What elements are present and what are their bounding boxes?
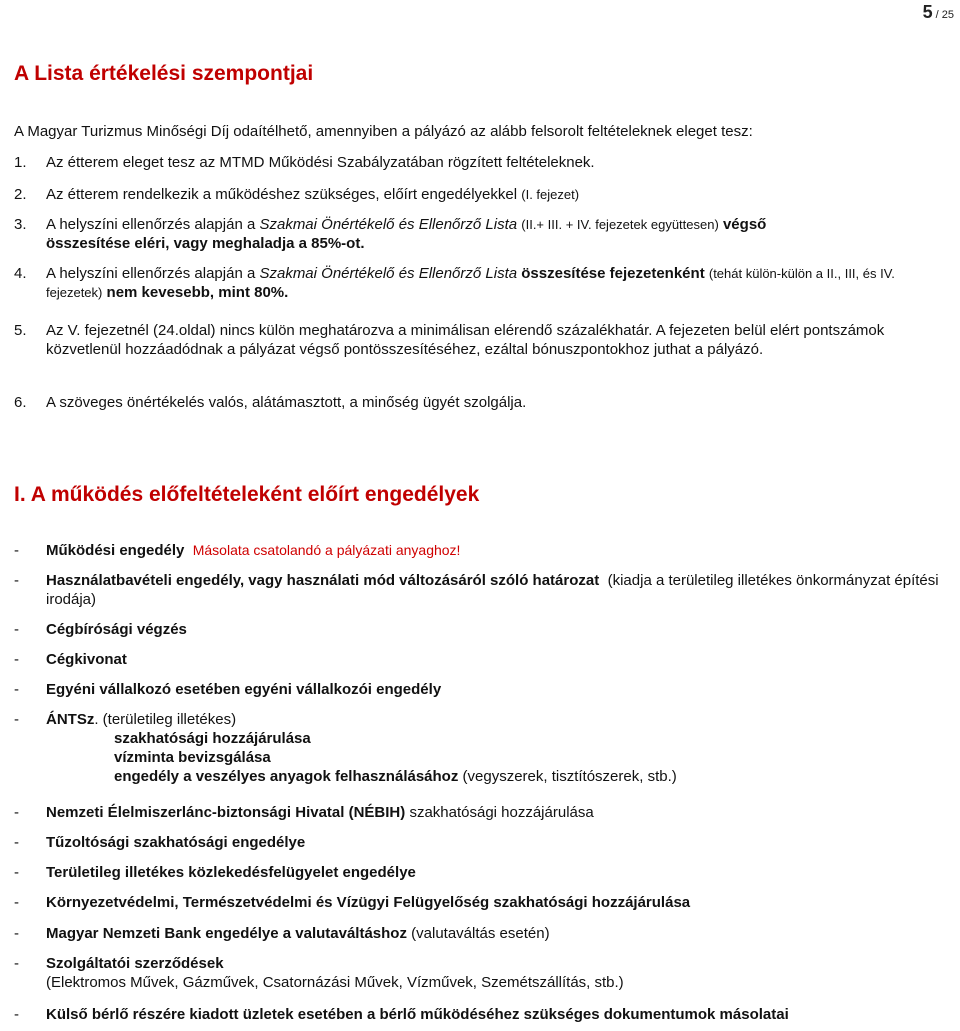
list-item: [14, 153, 934, 172]
sub-item: szakhatósági hozzájárulása: [114, 730, 311, 747]
item-bold: összesítése eléri, vagy meghaladja a 85%-ot.: [46, 235, 365, 252]
page-current: 5: [922, 2, 933, 22]
intro-text: A Magyar Turizmus Minőségi Díj odaítélhető, amennyiben a pályázó az alább felsorolt feltételeknek eleget tesz:: [14, 123, 753, 140]
list-item: - Nemzeti Élelmiszerlánc-biztonsági Hivatal (NÉBIH) szakhatósági hozzájárulása: [14, 804, 594, 821]
item-bold: Használatbavételi engedély, vagy használati mód változásáról szóló határozat: [46, 572, 600, 589]
list-item: - Környezetvédelmi, Természetvédelmi és Vízügyi Felügyelőség szakhatósági hozzájárulása: [14, 893, 939, 912]
item-bold: Cégbírósági végzés: [46, 621, 187, 638]
list-item: - ÁNTSz. (területileg illetékes) szakhatósági hozzájárulása vízminta bevizsgálása engedély a veszélyes anyagok felhasználásához (vegyszerek, tisztítószerek, stb.): [14, 710, 939, 786]
item-bold: összesítése fejezetenként: [521, 265, 705, 282]
item-bold: Külső bérlő részére kiadott üzletek esetében a bérlő működéséhez szükséges dokumentumok másolatai: [46, 1006, 789, 1023]
item-text: (kiadja a területileg illetékes önkormányzat építési irodája): [46, 572, 939, 608]
list-item: - Használatbavételi engedély, vagy használati mód változásáról szóló határozat (kiadja a területileg illetékes önkormányzat építési irodája): [14, 572, 939, 608]
list-item: [14, 393, 934, 412]
item-bold: Tűzoltósági szakhatósági engedélye: [46, 834, 306, 851]
list-item: - Egyéni vállalkozó esetében egyéni vállalkozói engedély: [14, 680, 939, 699]
item-number: 1.: [14, 154, 27, 171]
page-total: / 25: [935, 9, 954, 21]
item-number: 3.: [14, 216, 27, 233]
item-bold: nem kevesebb, mint 80%.: [106, 284, 289, 301]
item-bold: Cégkivonat: [46, 651, 127, 668]
item-bold: ÁNTSz: [46, 711, 95, 728]
item-text: Az étterem rendelkezik a működéshez szükséges, előírt engedélyekkel: [46, 186, 518, 203]
list-item: - Működési engedély Másolata csatolandó a pályázati anyaghoz!: [14, 542, 461, 559]
item-number: 5.: [14, 322, 27, 339]
item-note: (II.+ III. + IV. fejezetek együttesen): [521, 217, 719, 232]
item-text: (Elektromos Művek, Gázművek, Csatornázási Művek, Vízművek, Szemétszállítás, stb.): [46, 974, 624, 991]
item-bold: végső: [722, 216, 767, 233]
item-text: A helyszíni ellenőrzés alapján a: [46, 216, 256, 233]
item-number: 4.: [14, 265, 27, 282]
item-bold: Környezetvédelmi, Természetvédelmi és Vízügyi Felügyelőség szakhatósági hozzájárulása: [46, 894, 691, 911]
item-text: Az V. fejezetnél (24.oldal) nincs külön meghatározva a minimálisan elérendő százalékhatár. A fejezeten belül elért pontszámok közvetlenül hozzáadódnak a pályázat végső pontösszesítéséhez, ezáltal bónuszpontokhoz juthat a pályázó.: [46, 322, 885, 358]
item-note: (tehát külön-külön a II., III, és IV. fejezetek): [46, 266, 895, 300]
section-title: A Lista értékelési szempontjai: [14, 62, 314, 85]
sub-item: engedély a veszélyes anyagok felhasználásához: [114, 768, 459, 785]
item-number: 2.: [14, 186, 27, 203]
item-text: szakhatósági hozzájárulása: [409, 804, 594, 821]
section-title: I. A működés előfeltételeként előírt engedélyek: [14, 483, 480, 506]
item-bold: Működési engedély: [46, 542, 185, 559]
item-bold: Nemzeti Élelmiszerlánc-biztonsági Hivatal (NÉBIH): [46, 804, 406, 821]
item-bold: Szolgáltatói szerződések: [46, 955, 224, 972]
list-item: [14, 321, 934, 359]
list-item: [14, 185, 934, 204]
warning-text: Másolata csatolandó a pályázati anyaghoz!: [192, 542, 461, 558]
item-text: . (területileg illetékes): [94, 711, 237, 728]
list-item: - Területileg illetékes közlekedésfelügyelet engedélye: [14, 863, 939, 882]
item-bold: Egyéni vállalkozó esetében egyéni vállalkozói engedély: [46, 681, 442, 698]
item-text: A szöveges önértékelés valós, alátámasztott, a minőség ügyét szolgálja.: [46, 394, 527, 411]
item-number: 6.: [14, 394, 27, 411]
list-item: - Külső bérlő részére kiadott üzletek esetében a bérlő működéséhez szükséges dokumentumok másolatai: [14, 1005, 939, 1024]
list-item: [14, 215, 934, 253]
list-item: - Magyar Nemzeti Bank engedélye a valutaváltáshoz (valutaváltás esetén): [14, 925, 550, 942]
item-bold: Magyar Nemzeti Bank engedélye a valutaváltáshoz: [46, 925, 407, 942]
item-text: Az étterem eleget tesz az MTMD Működési Szabályzatában rögzített feltételeknek.: [46, 154, 595, 171]
list-item: - Szolgáltatói szerződések (Elektromos Művek, Gázművek, Csatornázási Művek, Vízművek, Szemétszállítás, stb.): [14, 954, 939, 992]
item-italic: Szakmai Önértékelő és Ellenőrző Lista: [259, 265, 518, 282]
item-text: A helyszíni ellenőrzés alapján a: [46, 265, 256, 282]
list-item: - Cégbírósági végzés: [14, 620, 939, 639]
item-bold: Területileg illetékes közlekedésfelügyelet engedélye: [46, 864, 416, 881]
item-italic: Szakmai Önértékelő és Ellenőrző Lista: [259, 216, 518, 233]
sub-item: vízminta bevizsgálása: [114, 749, 271, 766]
item-text: (vegyszerek, tisztítószerek, stb.): [462, 768, 677, 785]
item-note: (I. fejezet): [521, 187, 580, 202]
list-item: - Cégkivonat: [14, 650, 939, 669]
page-number: [923, 2, 954, 23]
item-text: (valutaváltás esetén): [411, 925, 550, 942]
list-item: [14, 264, 934, 302]
list-item: - Tűzoltósági szakhatósági engedélye: [14, 833, 939, 852]
